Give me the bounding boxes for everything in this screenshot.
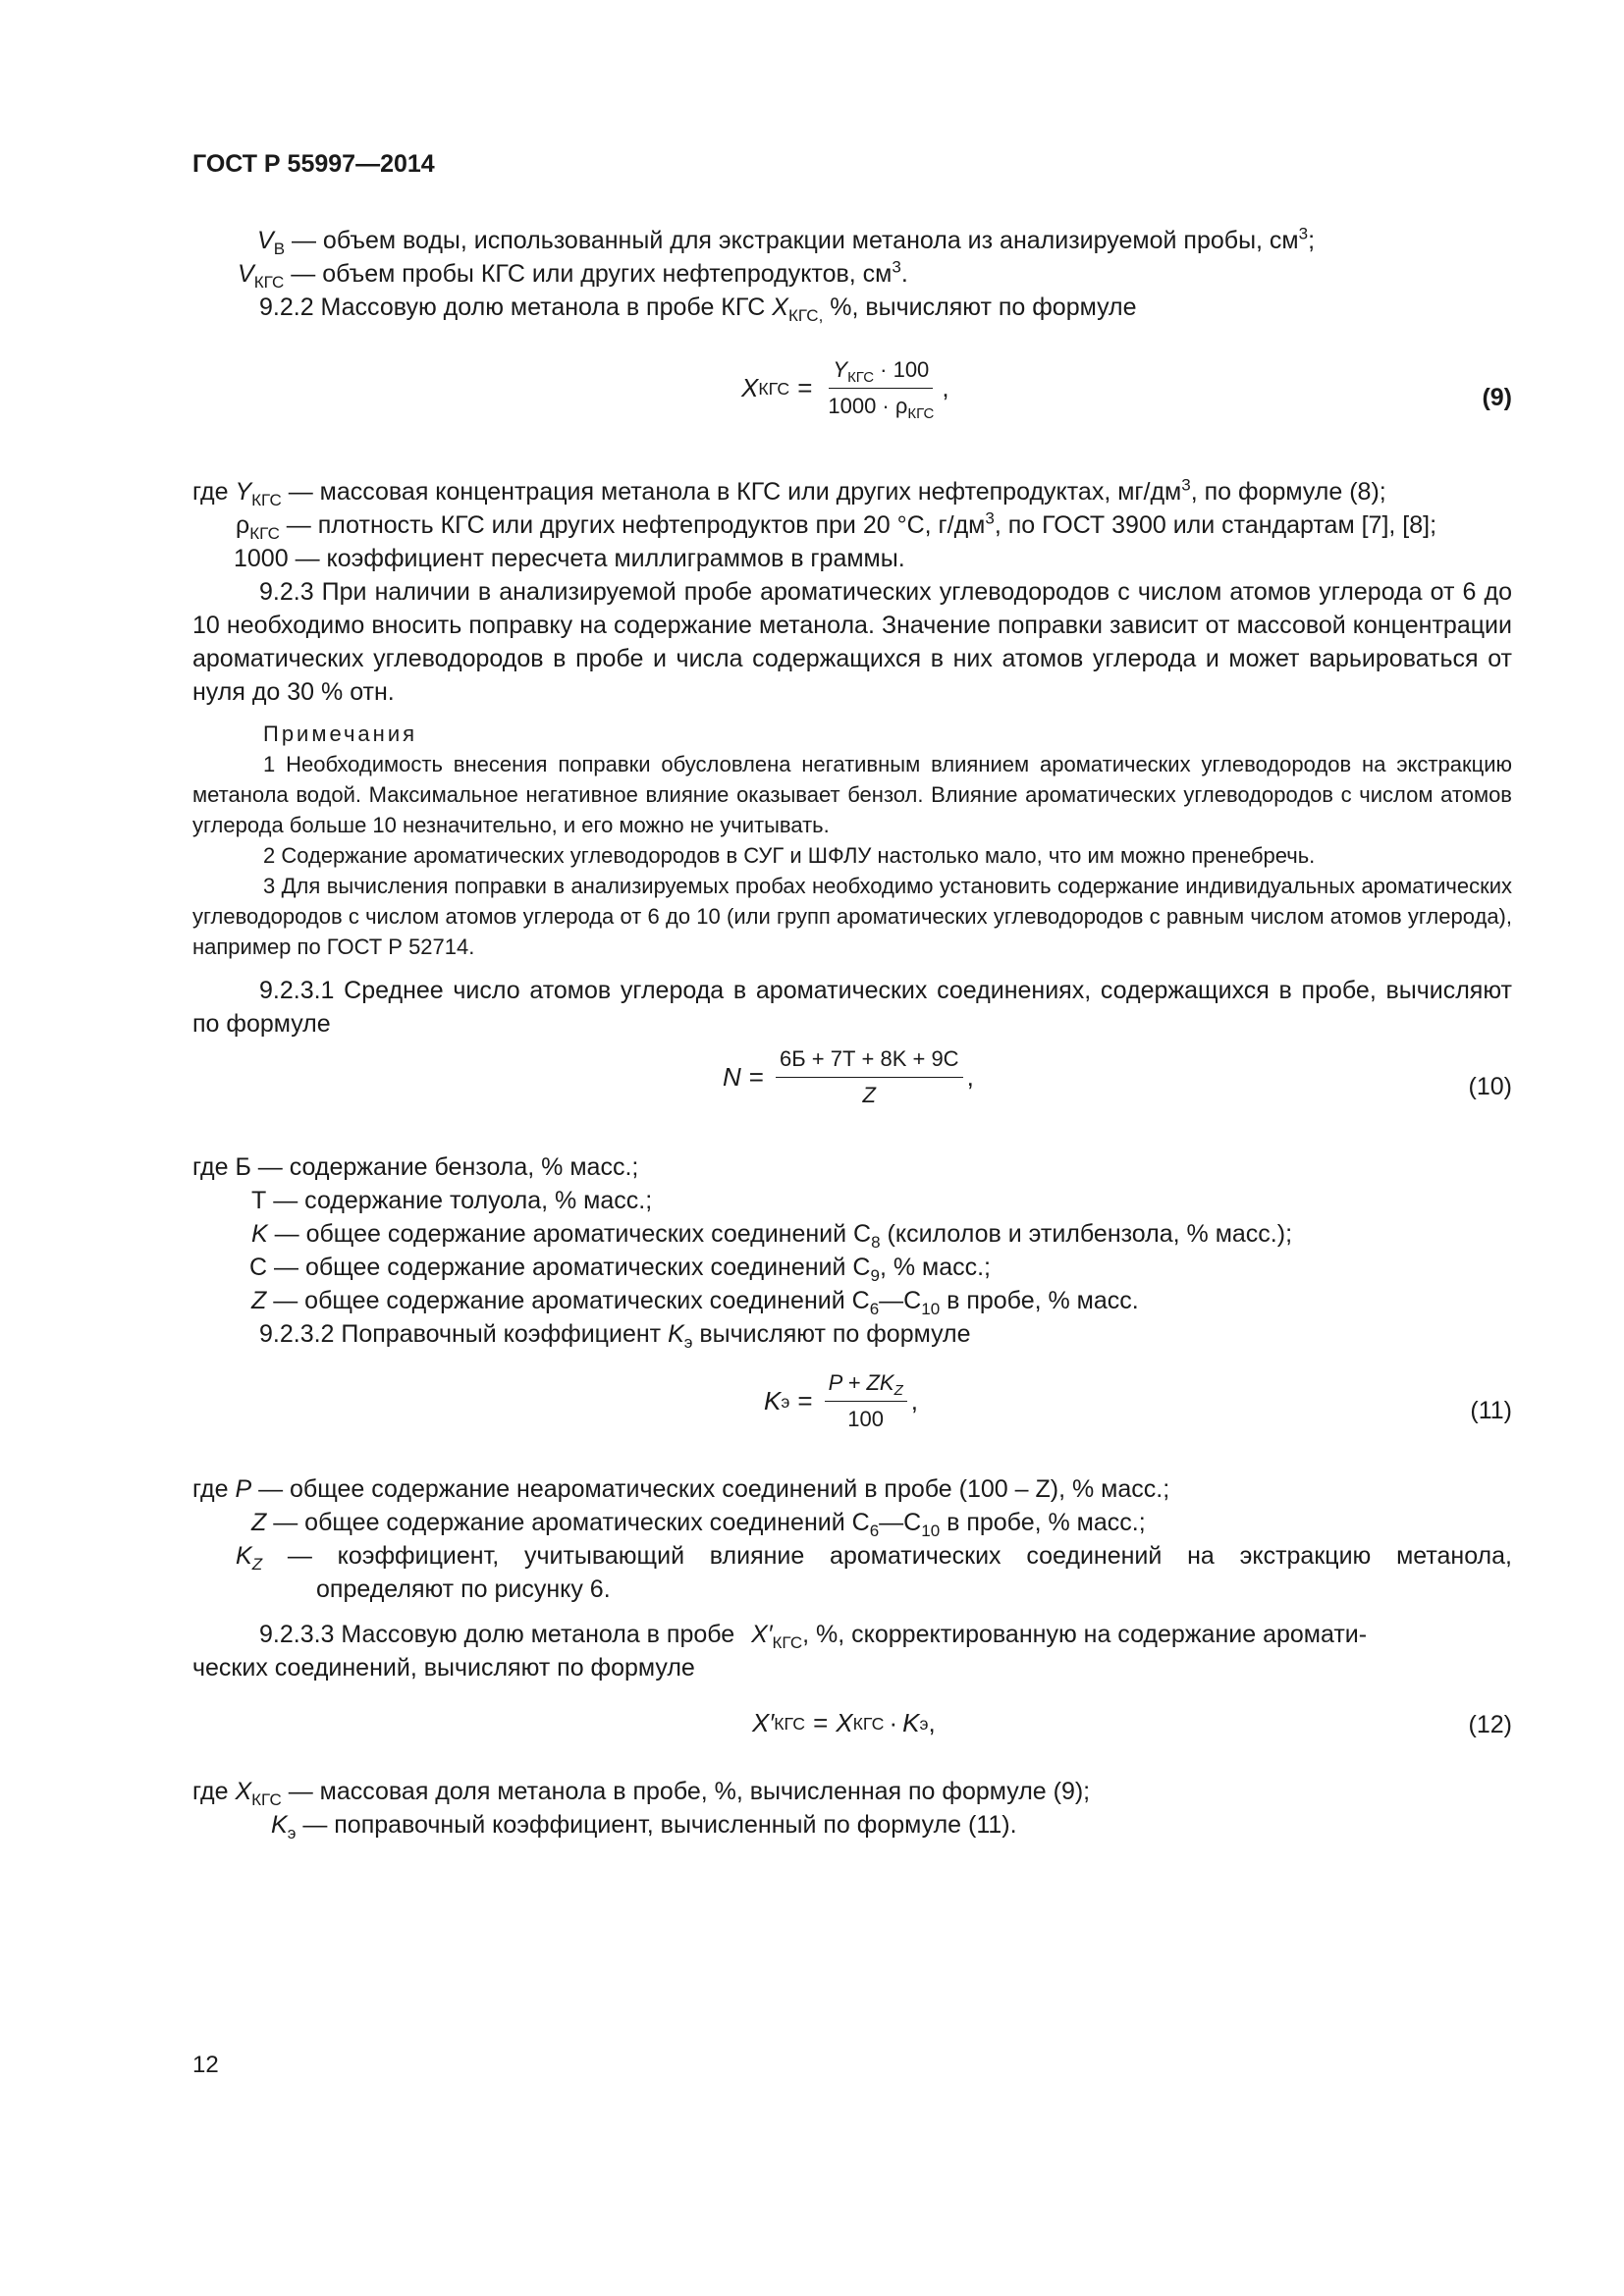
def-sup: 3 — [985, 508, 995, 528]
def-mid: —С — [879, 1287, 922, 1314]
def-toluol — [251, 1184, 652, 1217]
para-text: 9.2.2 Массовую долю метанола в пробе КГС — [259, 294, 773, 321]
para-tail: %, вычисляют по формуле — [823, 294, 1137, 321]
fraction — [776, 1044, 963, 1110]
def-text: — общее содержание ароматических соединений С — [267, 1220, 872, 1248]
paragraph-9-2-2 — [259, 291, 1137, 324]
def-sub: 6 — [869, 1521, 880, 1540]
para-text: 9.2.3.2 Поправочный коэффициент — [259, 1320, 669, 1348]
formula-r1: X — [836, 1708, 853, 1737]
equals-sign: = — [748, 1062, 764, 1092]
denominator — [824, 389, 938, 421]
symbol-sub: Z — [251, 1554, 263, 1574]
num-sub: Z — [893, 1382, 903, 1400]
symbol-sub: КГС — [251, 1789, 282, 1809]
note-item: 2 Содержание ароматических углеводородов в СУГ и ШФЛУ настолько мало, что им можно пренебречь. — [263, 843, 1316, 868]
symbol: 1000 — [234, 545, 289, 572]
symbol: Y — [235, 478, 252, 506]
def-lead: где — [192, 1475, 236, 1503]
note-item: 3 Для вычисления поправки в анализируемых пробах необходимо установить содержание индивидуальных ароматических углеводородов с числом атомов углерода от 6 до 10 (или групп ароматических углеводородов с равным числом атомов углерода), например по ГОСТ Р 52714. — [192, 874, 1512, 959]
def-k — [251, 1217, 1292, 1251]
para-text: 9.2.3.3 Массовую долю метанола в пробе — [259, 1621, 742, 1648]
def-sub2: 10 — [921, 1521, 941, 1540]
def-tail: в пробе, % масс. — [940, 1287, 1139, 1314]
def-tail: , по ГОСТ 3900 или стандартам [7], [8]; — [994, 511, 1437, 539]
def-text: — общее содержание ароматических соединений С — [267, 1254, 871, 1281]
symbol: X′ — [751, 1621, 773, 1648]
symbol-sub: КГС — [251, 490, 282, 509]
def-p — [192, 1472, 1169, 1506]
symbol: V — [257, 227, 274, 254]
paragraph-9-2-3-1 — [192, 974, 1512, 1041]
def-text: — объем пробы КГС или других нефтепродуктов, см — [284, 260, 893, 288]
formula-number-12: (12) — [1468, 1711, 1512, 1738]
symbol-sub: э — [287, 1823, 297, 1842]
def-tail: в пробе, % масс.; — [940, 1509, 1146, 1536]
symbol: X — [235, 1778, 252, 1805]
symbol: Z — [251, 1287, 267, 1314]
def-text: — содержание толуола, % масс.; — [266, 1187, 653, 1214]
def-lead: где — [192, 1153, 236, 1181]
symbol: ρ — [236, 511, 250, 539]
formula-r2: K — [902, 1708, 920, 1737]
paragraph-9-2-3-3-line2: ческих соединений, вычисляют по формуле — [192, 1654, 695, 1682]
num-tail: · 100 — [874, 357, 930, 382]
def-text: — общее содержание ароматических соединений С — [266, 1287, 870, 1314]
def-1000 — [234, 542, 905, 575]
denominator: Z — [862, 1083, 876, 1107]
document-header: ГОСТ Р 55997—2014 — [192, 150, 435, 178]
formula-comma: , — [966, 1062, 974, 1092]
def-ke — [271, 1808, 1017, 1842]
def-sup: 3 — [1298, 224, 1309, 243]
formula-lhs: X — [741, 373, 759, 402]
paragraph-9-2-3 — [192, 575, 1512, 709]
def-kz-line2: определяют по рисунку 6. — [316, 1575, 611, 1603]
def-sup: 3 — [1181, 475, 1191, 495]
denominator: 100 — [847, 1407, 885, 1431]
symbol: Z — [251, 1509, 267, 1536]
def-tail: ; — [1308, 227, 1316, 254]
multiply-dot: · — [889, 1708, 898, 1737]
def-text: — объем воды, использованный для экстракции метанола из анализируемой пробы, см — [285, 227, 1299, 254]
symbol: K — [251, 1220, 268, 1248]
notes-title: Примечания — [263, 721, 418, 746]
def-text: — плотность КГС или других нефтепродуктов при 20 °С, г/дм — [279, 511, 986, 539]
def-tail: , % масс.; — [879, 1254, 992, 1281]
fraction — [825, 1368, 907, 1434]
formula-number-11: (11) — [1470, 1397, 1512, 1424]
symbol-sub: КГС, — [787, 305, 824, 325]
formula-lhs: N — [723, 1062, 741, 1092]
den-sub: КГС — [907, 405, 935, 423]
page-number: 12 — [192, 2052, 219, 2078]
def-z — [251, 1284, 1139, 1317]
def-sub2: 10 — [921, 1299, 941, 1318]
fraction — [824, 355, 938, 421]
paragraph-9-2-3-2 — [259, 1317, 971, 1351]
symbol: K — [271, 1811, 288, 1839]
symbol-sub: КГС — [772, 1632, 803, 1652]
def-z2 — [251, 1506, 1146, 1539]
symbol-sub: КГС — [249, 523, 280, 543]
def-lead: где — [192, 1778, 236, 1805]
def-sub: 6 — [869, 1299, 880, 1318]
def-kz — [236, 1539, 1512, 1573]
den-head: 1000 · ρ — [828, 394, 908, 418]
symbol: С — [249, 1254, 268, 1281]
formula-12: X′ КГС = X КГС · K э , — [752, 1708, 936, 1737]
symbol: Т — [251, 1187, 267, 1214]
symbol: Б — [235, 1153, 251, 1181]
def-tail: , по формуле (8); — [1190, 478, 1386, 506]
formula-number-10: (10) — [1468, 1073, 1512, 1100]
notes-block — [192, 719, 1512, 962]
def-lead: где — [192, 478, 236, 506]
def-rho — [236, 508, 1436, 542]
formula-lhs: K — [764, 1386, 782, 1415]
def-sup: 3 — [892, 257, 901, 277]
paragraph-9-2-3-3 — [259, 1618, 1367, 1651]
def-benzol — [192, 1150, 638, 1184]
def-text: — общее содержание неароматических соединений в пробе (100 – Z), % масс.; — [251, 1475, 1170, 1503]
num-sub: КГС — [847, 369, 875, 387]
def-tail: (ксилолов и этилбензола, % масс.); — [880, 1220, 1293, 1248]
symbol-sub: В — [273, 239, 286, 258]
def-c — [249, 1251, 991, 1284]
equals-sign: = — [813, 1708, 829, 1737]
symbol-sub: э — [683, 1332, 693, 1352]
para-tail: , %, скорректированную на содержание аромати- — [802, 1621, 1368, 1648]
equals-sign: = — [797, 373, 813, 402]
numerator — [825, 1368, 907, 1402]
formula-comma: , — [910, 1386, 918, 1415]
def-text: — коэффициент, учитывающий влияние ароматических соединений на экстракцию метанола, — [262, 1542, 1512, 1570]
para-tail: вычисляют по формуле — [692, 1320, 971, 1348]
formula-comma: , — [928, 1708, 936, 1737]
formula-number-9: (9) — [1482, 384, 1512, 411]
def-text: — общее содержание ароматических соединений С — [266, 1509, 870, 1536]
def-sub: 9 — [870, 1265, 880, 1285]
num-head: P + ZK — [828, 1370, 894, 1395]
numerator: 6Б + 7Т + 8K + 9С — [776, 1044, 963, 1078]
def-text: — массовая концентрация метанола в КГС или других нефтепродуктах, мг/дм — [281, 478, 1182, 506]
symbol: K — [668, 1320, 684, 1348]
symbol: V — [238, 260, 254, 288]
def-vb — [257, 224, 1315, 257]
def-text: — массовая доля метанола в пробе, %, вычисленная по формуле (9); — [281, 1778, 1091, 1805]
symbol: X — [772, 294, 788, 321]
def-ykgs — [192, 475, 1386, 508]
symbol: K — [236, 1542, 252, 1570]
para-text: 9.2.3.1 Среднее число атомов углерода в ароматических соединениях, содержащихся в пробе, вычисляют по формуле — [192, 977, 1512, 1038]
para-text: 9.2.3 При наличии в анализируемой пробе ароматических углеводородов с числом атомов углерода от 6 до 10 необходимо вносить поправку на содержание метанола. Значение поправки зависит от массовой концентрации ароматических углеводородов в пробе и числа содержащихся в них атомов углерода и может варьироваться от нуля до 30 % отн. — [192, 578, 1512, 706]
symbol: P — [235, 1475, 252, 1503]
def-text: — коэффициент пересчета миллиграммов в граммы. — [288, 545, 905, 572]
formula-9: X КГС = $\frac{Y_{КГС} \cdot 100}{1000 \cdot \rho_{КГС}}$ , — [741, 357, 949, 423]
def-mid: —С — [879, 1509, 922, 1536]
def-text: — содержание бензола, % масс.; — [250, 1153, 639, 1181]
def-text: — поправочный коэффициент, вычисленный по формуле (11). — [296, 1811, 1017, 1839]
formula-comma: , — [942, 373, 949, 402]
def-vkgs — [238, 257, 908, 291]
def-sub: 8 — [871, 1232, 881, 1252]
symbol-sub: КГС — [253, 272, 285, 292]
num-sym: Y — [833, 357, 848, 382]
formula-lhs: X′ — [752, 1708, 775, 1737]
equals-sign: = — [797, 1386, 813, 1415]
numerator — [829, 355, 933, 389]
def-tail: . — [900, 260, 908, 288]
formula-11: K э = $\frac{P + ZK_Z}{100}$ , — [764, 1368, 918, 1434]
formula-10 — [723, 1044, 974, 1110]
def-xkgs — [192, 1775, 1090, 1808]
note-item: 1 Необходимость внесения поправки обусловлена негативным влиянием ароматических углеводородов на экстракцию метанола водой. Максимальное негативное влияние оказывает бензол. Влияние ароматических углеводородов с числом атомов углерода больше 10 незначительно, и его можно не учитывать. — [192, 752, 1512, 837]
